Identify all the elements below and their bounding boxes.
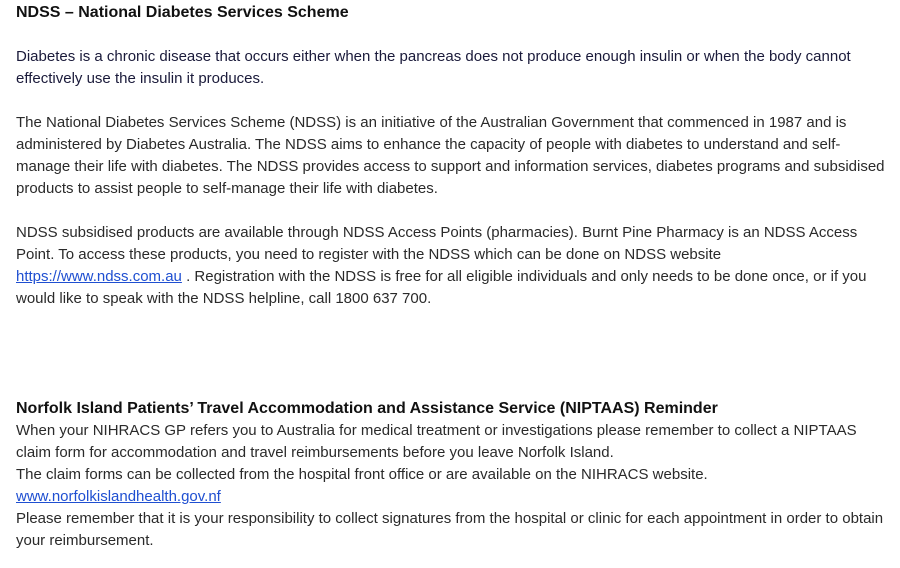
ndss-access-paragraph <box>16 222 888 310</box>
ndss-intro-paragraph: Diabetes is a chronic disease that occurs either when the pancreas does not produce enough insulin or when the body cannot effectively use the insulin it produces. <box>16 48 851 87</box>
niptaas-claim-forms-paragraph: The claim forms can be collected from the hospital front office or are available on the NIHRACS website. <box>16 466 708 483</box>
ndss-website-link[interactable]: https://www.ndss.com.au <box>16 268 182 285</box>
ndss-heading: NDSS – National Diabetes Services Scheme <box>16 4 349 21</box>
niptaas-heading: Norfolk Island Patients’ Travel Accommodation and Assistance Service (NIPTAAS) Reminder <box>16 400 718 417</box>
ndss-registration-text: . Registration with the NDSS is free for all eligible individuals and only needs to be done once, or if you would like to speak with the NDSS helpline, call 1800 637 700. <box>16 268 867 307</box>
ndss-section <box>16 2 888 112</box>
nihracs-website-link[interactable]: www.norfolkislandhealth.gov.nf <box>16 488 221 505</box>
document-page <box>16 2 888 552</box>
niptaas-signatures-paragraph: Please remember that it is your responsibility to collect signatures from the hospital or clinic for each appointment in order to obtain your reimbursement. <box>16 510 884 549</box>
ndss-details <box>16 112 888 310</box>
ndss-about-paragraph: The National Diabetes Services Scheme (NDSS) is an initiative of the Australian Government that commenced in 1987 and is administered by Diabetes Australia. The NDSS aims to enhance the capacity of people with diabetes to understand and self-manage their life with diabetes. The NDSS provides access to support and information services, diabetes programs and subsidised products to assist people to self-manage their life with diabetes. <box>16 114 885 197</box>
ndss-access-text: NDSS subsidised products are available through NDSS Access Points (pharmacies). Burnt Pine Pharmacy is an NDSS Access Point. To access these products, you need to register with the NDSS which can be done on NDSS website <box>16 224 858 263</box>
niptaas-link-paragraph <box>16 486 888 508</box>
niptaas-referral-paragraph: When your NIHRACS GP refers you to Australia for medical treatment or investigations please remember to collect a NIPTAAS claim form for accommodation and travel reimbursements before you leave Norfolk Island. <box>16 422 857 461</box>
niptaas-section <box>16 398 888 552</box>
